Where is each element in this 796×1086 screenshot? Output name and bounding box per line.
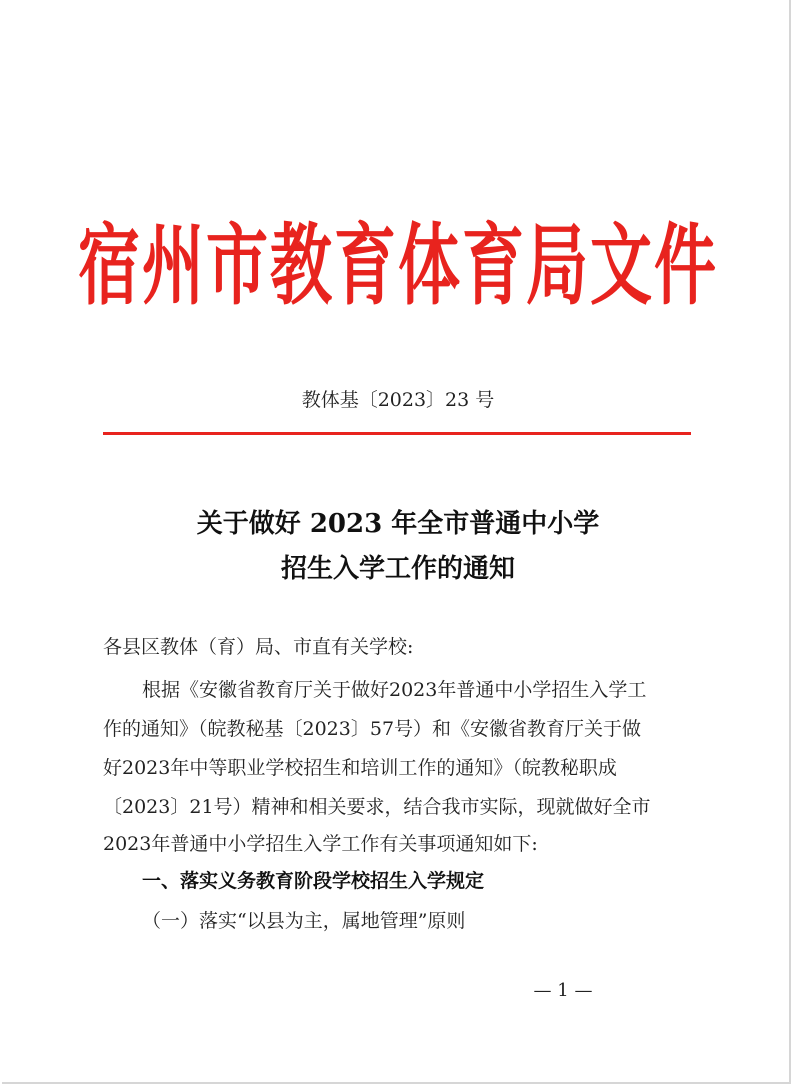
section-heading-1: 一、落实义务教育阶段学校招生入学规定 — [142, 870, 485, 892]
page-number: — 1 — — [533, 980, 593, 1001]
document-number: 教体基〔2023〕23 号 — [301, 389, 495, 411]
body-line-5: 2023年普通中小学招生入学工作有关事项通知如下: — [103, 833, 538, 855]
masthead-title: 宿州市教育体育局文件 — [77, 213, 718, 318]
body-line-2: 作的通知》（皖教秘基〔2023〕57号）和《安徽省教育厅关于做 — [103, 718, 642, 740]
document-title — [0, 502, 796, 592]
body-line-3: 好2023年中等职业学校招生和培训工作的通知》（皖教秘职成 — [103, 757, 617, 779]
subsection-heading-1: （一）落实“以县为主，属地管理”原则 — [142, 910, 466, 932]
addressee: 各县区教体（育）局、市直有关学校: — [103, 636, 414, 658]
body-line-1: 根据《安徽省教育厅关于做好2023年普通中小学招生入学工 — [142, 679, 647, 701]
document-title-line-1: 关于做好 2023 年全市普通中小学 — [196, 509, 600, 539]
red-separator-line — [103, 432, 691, 435]
document-title-line-2: 招生入学工作的通知 — [280, 554, 515, 584]
body-line-4: 〔2023〕21号）精神和相关要求，结合我市实际，现就做好全市 — [103, 796, 651, 818]
